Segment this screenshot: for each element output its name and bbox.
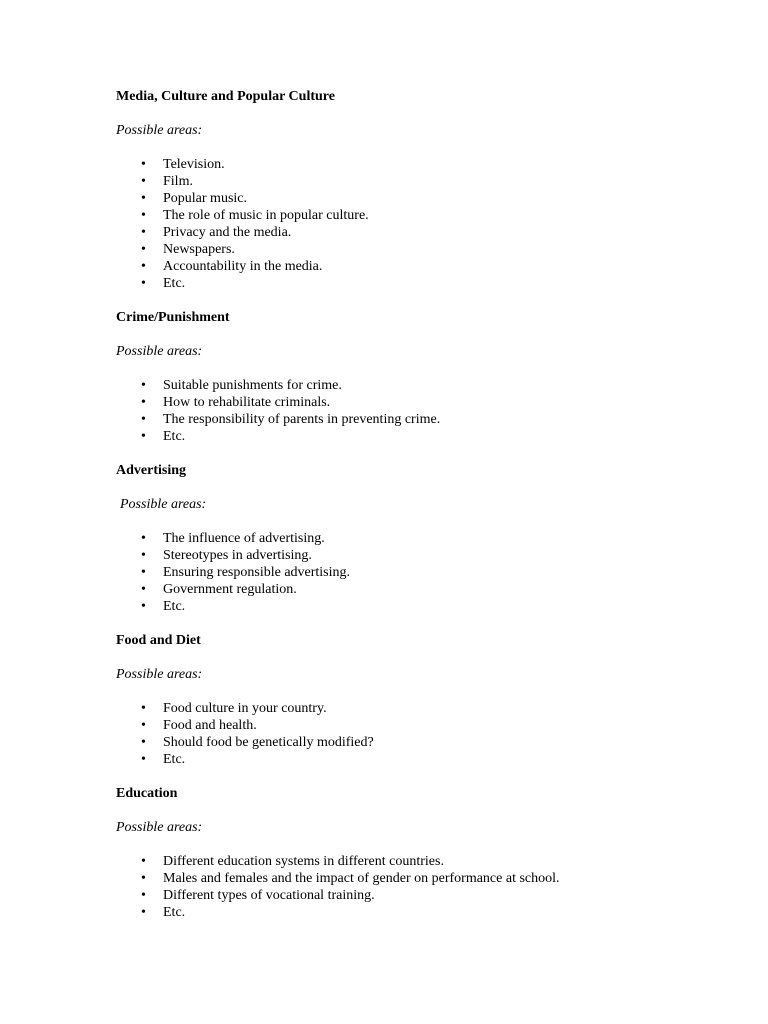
list-item-text: How to rehabilitate criminals. (163, 395, 331, 410)
list-item (116, 547, 708, 564)
list-item (116, 598, 708, 615)
list-item-text: Film. (163, 174, 193, 189)
section-subheading: Possible areas: (116, 344, 203, 359)
list-item (116, 377, 708, 394)
section-heading: Food and Diet (116, 633, 201, 648)
list-item-text: Television. (163, 157, 225, 172)
section-heading: Education (116, 786, 178, 801)
list-item (116, 224, 708, 241)
list-item (116, 717, 708, 734)
section-heading: Media, Culture and Popular Culture (116, 89, 335, 104)
bullet-icon: • (141, 888, 146, 903)
list-item-text: Different types of vocational training. (163, 888, 375, 903)
section-subheading: Possible areas: (116, 820, 203, 835)
bullet-icon: • (141, 412, 146, 427)
list-item-text: Ensuring responsible advertising. (163, 565, 351, 580)
list-item-text: Etc. (163, 752, 186, 767)
list-item (116, 275, 708, 292)
list-item (116, 428, 708, 445)
list-item (116, 734, 708, 751)
list-item (116, 394, 708, 411)
list-item (116, 207, 708, 224)
bullet-icon: • (141, 565, 146, 580)
bullet-icon: • (141, 395, 146, 410)
list-item (116, 258, 708, 275)
list-item-text: Etc. (163, 276, 186, 291)
bullet-icon: • (141, 259, 146, 274)
bullet-icon: • (141, 276, 146, 291)
bullet-icon: • (141, 752, 146, 767)
list-item (116, 190, 708, 207)
bullet-icon: • (141, 242, 146, 257)
list-item (116, 564, 708, 581)
list-item (116, 156, 708, 173)
bullet-icon: • (141, 157, 146, 172)
list-item-text: The role of music in popular culture. (163, 208, 369, 223)
bullet-icon: • (141, 854, 146, 869)
bullet-icon: • (141, 429, 146, 444)
bullet-icon: • (141, 871, 146, 886)
list-item (116, 700, 708, 717)
bullet-icon: • (141, 225, 146, 240)
list-item (116, 530, 708, 547)
list-item-text: Should food be genetically modified? (163, 735, 374, 750)
section-advertising (116, 462, 708, 615)
bullet-icon: • (141, 531, 146, 546)
list-item (116, 870, 708, 887)
list-item-text: Newspapers. (163, 242, 235, 257)
section-food-diet (116, 632, 708, 768)
list-item-text: Males and females and the impact of gender on performance at school. (163, 871, 560, 886)
bullet-list (116, 377, 708, 445)
list-item-text: Different education systems in different countries. (163, 854, 444, 869)
section-subheading: Possible areas: (120, 497, 207, 512)
list-item-text: Food culture in your country. (163, 701, 327, 716)
bullet-list (116, 853, 708, 921)
bullet-icon: • (141, 548, 146, 563)
bullet-list (116, 530, 708, 615)
bullet-icon: • (141, 174, 146, 189)
section-heading: Advertising (116, 463, 186, 478)
bullet-icon: • (141, 718, 146, 733)
list-item-text: Etc. (163, 599, 186, 614)
list-item (116, 411, 708, 428)
section-heading: Crime/Punishment (116, 310, 230, 325)
bullet-icon: • (141, 191, 146, 206)
list-item-text: Privacy and the media. (163, 225, 292, 240)
bullet-icon: • (141, 378, 146, 393)
list-item-text: Stereotypes in advertising. (163, 548, 312, 563)
bullet-icon: • (141, 735, 146, 750)
list-item (116, 904, 708, 921)
section-education (116, 785, 708, 921)
section-subheading: Possible areas: (116, 667, 203, 682)
list-item-text: Accountability in the media. (163, 259, 323, 274)
section-subheading: Possible areas: (116, 123, 203, 138)
list-item-text: Government regulation. (163, 582, 297, 597)
list-item (116, 853, 708, 870)
list-item-text: Food and health. (163, 718, 257, 733)
list-item (116, 173, 708, 190)
list-item (116, 581, 708, 598)
section-media-culture (116, 88, 708, 292)
bullet-icon: • (141, 208, 146, 223)
list-item-text: Etc. (163, 905, 186, 920)
list-item-text: The influence of advertising. (163, 531, 325, 546)
bullet-list (116, 156, 708, 292)
bullet-icon: • (141, 582, 146, 597)
list-item-text: Etc. (163, 429, 186, 444)
list-item-text: Popular music. (163, 191, 247, 206)
list-item-text: The responsibility of parents in preventing crime. (163, 412, 441, 427)
list-item (116, 241, 708, 258)
bullet-icon: • (141, 599, 146, 614)
list-item (116, 887, 708, 904)
section-crime-punishment (116, 309, 708, 445)
bullet-icon: • (141, 905, 146, 920)
list-item (116, 751, 708, 768)
bullet-icon: • (141, 701, 146, 716)
list-item-text: Suitable punishments for crime. (163, 378, 342, 393)
bullet-list (116, 700, 708, 768)
